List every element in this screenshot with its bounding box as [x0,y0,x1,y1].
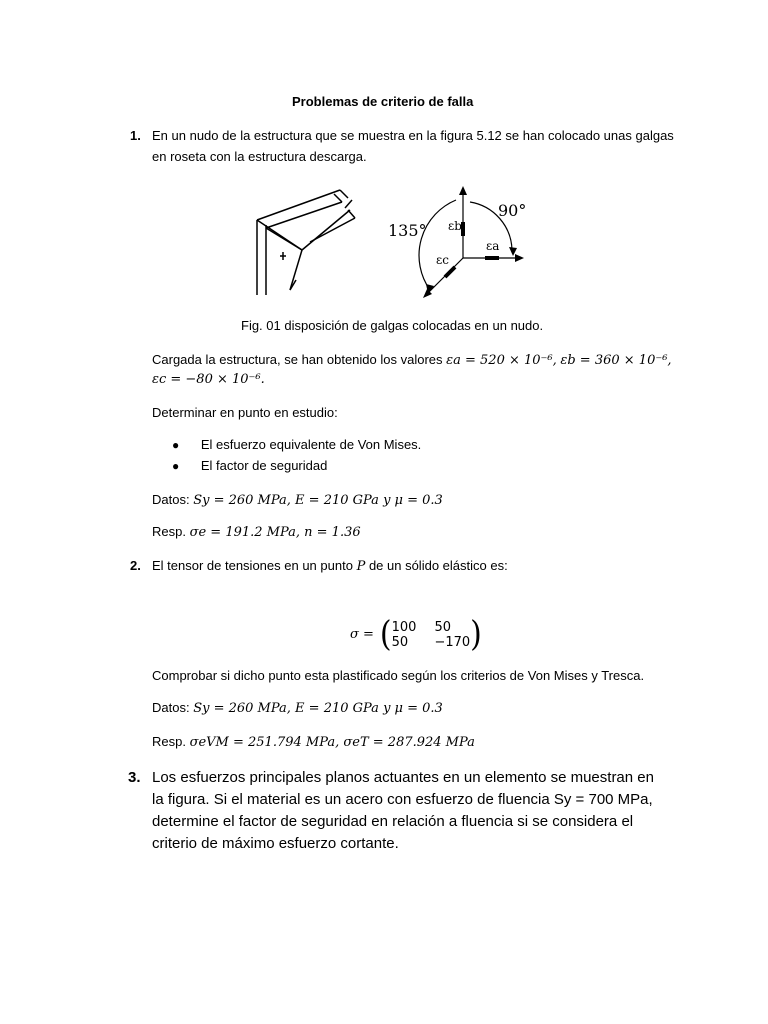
sigma-label: σ = [350,627,374,642]
problem-2-text [152,558,508,575]
p1-resp [152,524,361,541]
p2-datos [152,700,443,717]
right-paren: ) [470,614,482,655]
p2-text-a: El tensor de tensiones en un punto [152,558,353,573]
bullet-icon: ● [172,459,180,473]
structure-sketch [257,190,355,295]
problem-3-line-1: Los esfuerzos principales planos actuantes en un elemento se muestran en [152,769,654,786]
bullet-text: El esfuerzo equivalente de Von Mises. [200,437,422,452]
problem-2-number: 2. [130,558,141,573]
page-title: Problemas de criterio de falla [292,94,474,109]
resp-label: Resp. [152,524,186,539]
matrix-cell: 50 [391,635,409,650]
problem-3-line-4: criterio de máximo esfuerzo cortante. [152,835,399,852]
eb-value: εb = 360 × 10⁻⁶, [560,353,672,368]
ec-value: εc = −80 × 10⁻⁶. [152,372,265,387]
cargada-text [152,352,672,369]
problem-1-number: 1. [130,128,141,143]
matrix-cell: 50 [434,620,451,635]
resp-value: σeVM = 251.794 MPa, σeT = 287.924 MPa [189,735,475,750]
left-paren: ( [379,614,392,655]
determinar-text: Determinar en punto en estudio: [152,405,338,420]
p2-resp [152,734,475,751]
p2-point-p: P [356,559,366,574]
datos-value: Sy = 260 MPa, E = 210 GPa y μ = 0.3 [193,701,443,716]
datos-label: Datos: [152,492,190,507]
stress-tensor [350,614,482,655]
bullet-icon: ● [172,438,180,452]
problem-3-number: 3. [128,769,141,786]
bullet-text: El factor de seguridad [200,458,328,473]
datos-value: Sy = 260 MPa, E = 210 GPa y μ = 0.3 [193,493,443,508]
ea-value: εa = 520 × 10⁻⁶, [446,353,557,368]
bullet-list-item [172,437,421,453]
p1-datos [152,492,443,509]
bullet-list-item [172,458,327,474]
matrix-grid [392,620,471,650]
problem-3-line-2: la figura. Si el material es un acero con esfuerzo de fluencia Sy = 700 MPa, [152,791,653,808]
matrix-cell: −170 [434,635,471,650]
comprobar-text: Comprobar si dicho punto esta plastificado según los criterios de Von Mises y Tresca. [152,668,645,683]
ec-label: εc [436,253,449,267]
rosette-figure [230,180,540,310]
p2-text-b: de un sólido elástico es: [368,558,508,573]
problem-1-line-1: En un nudo de la estructura que se muestra en la figura 5.12 se han colocado unas galgas [152,128,674,143]
datos-label: Datos: [152,700,190,715]
angle-135-label: 135° [388,221,427,240]
eb-label: εb [448,219,462,233]
resp-label: Resp. [152,734,186,749]
resp-value: σe = 191.2 MPa, n = 1.36 [189,525,361,540]
problem-1-line-2: en roseta con la estructura descarga. [152,149,367,164]
matrix-cell: 100 [391,620,417,635]
problem-3-line-3: determine el factor de seguridad en relación a fluencia si se considera el [152,813,634,830]
ea-label: εa [486,239,500,253]
figure-caption: Fig. 01 disposición de galgas colocadas en un nudo. [241,318,544,333]
cargada-label: Cargada la estructura, se han obtenido los valores [152,352,443,367]
angle-90-label: 90° [498,201,527,220]
